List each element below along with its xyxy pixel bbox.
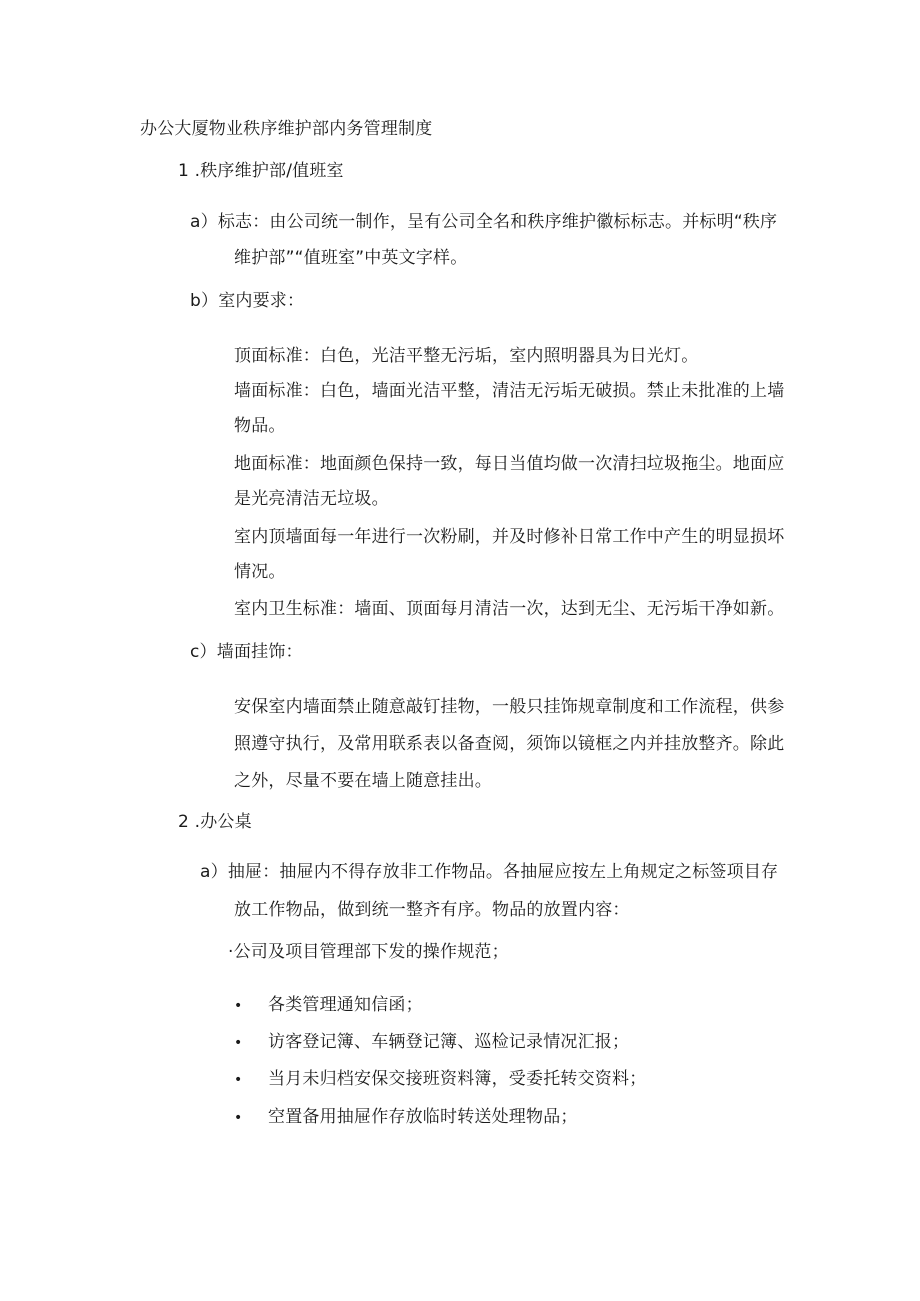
section-1-b-para-5: 室内卫生标准：墙面、顶面每月清洁一次，达到无尘、无污垢干净如新。 xyxy=(234,599,785,619)
section-1-b-para-3-line-1: 地面标准：地面颜色保持一致，每日当值均做一次清扫垃圾拖尘。地面应 xyxy=(234,454,785,474)
document-title: 办公大厦物业秩序维护部内务管理制度 xyxy=(140,119,433,139)
list-item: 各类管理通知信函； xyxy=(268,995,423,1015)
bullet-icon: • xyxy=(234,998,243,1014)
section-1-b-para-4-line-1: 室内顶墙面每一年进行一次粉刷，并及时修补日常工作中产生的明显损坏 xyxy=(234,527,785,547)
section-1-heading: 1 .秩序维护部/值班室 xyxy=(178,161,344,181)
section-1-a-line-1: a）标志：由公司统一制作，呈有公司全名和秩序维护徽标标志。并标明“秩序 xyxy=(190,212,778,232)
section-1-c-label: c）墙面挂饰： xyxy=(190,642,303,662)
bullet-icon: • xyxy=(234,1035,243,1051)
section-2-a-line-2: 放工作物品，做到统一整齐有序。物品的放置内容： xyxy=(234,900,630,920)
section-1-c-line-1: 安保室内墙面禁止随意敲钉挂物，一般只挂饰规章制度和工作流程，供参 xyxy=(234,697,785,717)
bullet-icon: • xyxy=(234,1072,243,1088)
section-1-b-para-1: 顶面标准：白色，光洁平整无污垢，室内照明器具为日光灯。 xyxy=(234,346,699,366)
section-1-b-para-2-line-2: 物品。 xyxy=(234,416,286,436)
section-1-c-line-2: 照遵守执行，及常用联系表以备查阅，须饰以镜框之内并挂放整齐。除此 xyxy=(234,734,785,754)
section-1-b-para-4-line-2: 情况。 xyxy=(234,562,286,582)
list-item: 当月未归档安保交接班资料簿，受委托转交资料； xyxy=(268,1069,647,1089)
section-1-c-line-3: 之外，尽量不要在墙上随意挂出。 xyxy=(234,771,492,791)
list-item: 空置备用抽屉作存放临时转送处理物品； xyxy=(268,1107,578,1127)
section-1-a-line-2: 维护部”“值班室”中英文字样。 xyxy=(234,248,468,268)
section-1-b-para-3-line-2: 是光亮清洁无垃圾。 xyxy=(234,489,389,509)
section-2-heading: 2 .办公桌 xyxy=(178,812,252,832)
section-2-item-0: ·公司及项目管理部下发的操作规范； xyxy=(228,942,509,962)
section-2-a-line-1: a）抽屉：抽屉内不得存放非工作物品。各抽屉应按左上角规定之标签项目存 xyxy=(200,862,779,882)
section-1-b-para-2-line-1: 墙面标准：白色，墙面光洁平整，清洁无污垢无破损。禁止未批准的上墙 xyxy=(234,381,785,401)
list-item: 访客登记簿、车辆登记簿、巡检记录情况汇报； xyxy=(268,1032,630,1052)
section-1-b-label: b）室内要求： xyxy=(190,291,305,311)
bullet-icon: • xyxy=(234,1110,243,1126)
